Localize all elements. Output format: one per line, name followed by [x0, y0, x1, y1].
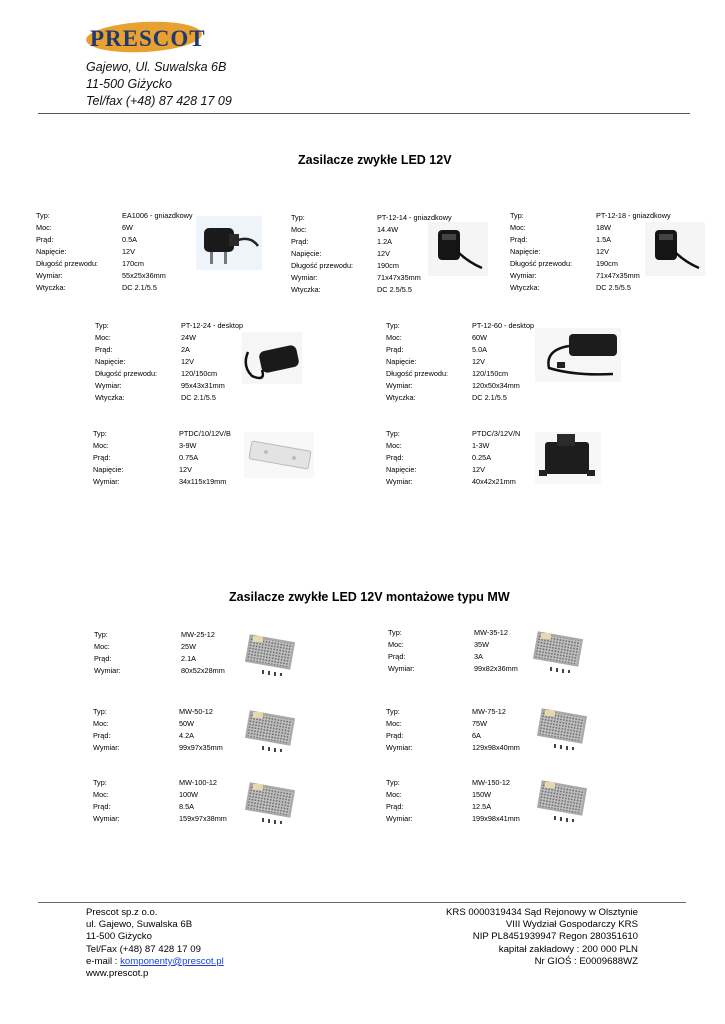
spec-value: MW-100-12: [179, 778, 217, 787]
spec-label: Typ:: [386, 707, 400, 716]
spec-label: Wymiar:: [93, 477, 120, 486]
address-line-3: Tel/fax (+48) 87 428 17 09: [86, 94, 232, 108]
spec-label: Wymiar:: [510, 271, 537, 280]
spec-value: 199x98x41mm: [472, 814, 520, 823]
spec-value: 18W: [596, 223, 612, 232]
spec-value: 120x50x34mm: [472, 381, 520, 390]
spec-label: Moc:: [386, 333, 402, 342]
spec-label: Prąd:: [388, 652, 406, 661]
spec-label: Typ:: [95, 321, 109, 330]
spec-label: Prąd:: [94, 654, 112, 663]
spec-value: 12V: [472, 357, 485, 366]
footer-krs: KRS 0000319434 Sąd Rejonowy w Olsztynie: [446, 907, 638, 918]
spec-label: Wymiar:: [93, 814, 120, 823]
address-line-1: Gajewo, Ul. Suwalska 6B: [86, 60, 227, 74]
spec-value: 1.5A: [596, 235, 612, 244]
spec-value: 12V: [472, 465, 485, 474]
spec-value: MW-150-12: [472, 778, 510, 787]
spec-label: Wtyczka:: [510, 283, 540, 292]
spec-value: 170cm: [122, 259, 144, 268]
spec-label: Typ:: [291, 213, 305, 222]
spec-label: Napięcie:: [36, 247, 67, 256]
footer-nip-regon: NIP PL8451939947 Regon 280351610: [472, 931, 638, 943]
spec-label: Prąd:: [93, 802, 111, 811]
spec-value: 40x42x21mm: [472, 477, 516, 486]
spec-value: 1-3W: [472, 441, 490, 450]
spec-value: 0.25A: [472, 453, 492, 462]
spec-value: MW-25-12: [181, 630, 215, 639]
spec-value: PT-12-14 - gniazdkowy: [377, 213, 452, 222]
spec-value: 3A: [474, 652, 483, 661]
spec-value: 2A: [181, 345, 190, 354]
spec-value: PT-12-24 - desktop: [181, 321, 244, 330]
spec-value: 99x97x35mm: [179, 743, 223, 752]
spec-label: Moc:: [386, 441, 402, 450]
spec-label: Prąd:: [93, 453, 111, 462]
header-divider: [38, 113, 690, 114]
spec-label: Prąd:: [36, 235, 54, 244]
potted-driver-photo-ptdc-3: [535, 432, 601, 484]
spec-label: Moc:: [93, 441, 109, 450]
spec-label: Wtyczka:: [36, 283, 66, 292]
spec-value: 80x52x28mm: [181, 666, 225, 675]
spec-label: Typ:: [510, 211, 524, 220]
wall-adapter-photo-ea1006: [196, 216, 262, 270]
spec-value: 129x98x40mm: [472, 743, 520, 752]
spec-value: 3-9W: [179, 441, 197, 450]
spec-label: Prąd:: [386, 802, 404, 811]
spec-value: MW-50-12: [179, 707, 213, 716]
spec-label: Prąd:: [386, 345, 404, 354]
spec-value: 34x115x19mm: [179, 477, 227, 486]
spec-label: Prąd:: [291, 237, 309, 246]
spec-value: 55x25x36mm: [122, 271, 166, 280]
spec-label: Typ:: [388, 628, 402, 637]
footer-legal-info: [446, 907, 638, 968]
spec-label: Moc:: [93, 719, 109, 728]
spec-label: Prąd:: [386, 731, 404, 740]
spec-value: 12V: [377, 249, 390, 258]
spec-value: 99x82x36mm: [474, 664, 518, 673]
wall-adapter-photo-pt-12-14: [428, 222, 488, 276]
spec-value: 0.75A: [179, 453, 199, 462]
desktop-adapter-photo-pt-12-24: [242, 332, 302, 384]
footer-capital: kapitał zakładowy : 200 000 PLN: [498, 943, 638, 955]
spec-label: Wtyczka:: [291, 285, 321, 294]
spec-value: 150W: [472, 790, 492, 799]
spec-label: Wtyczka:: [386, 393, 416, 402]
spec-value: 71x47x35mm: [377, 273, 421, 282]
footer-company-name: Prescot sp.z o.o.: [86, 907, 158, 918]
spec-value: 159x97x38mm: [179, 814, 227, 823]
spec-label: Wymiar:: [291, 273, 318, 282]
spec-value: 1.2A: [377, 237, 393, 246]
slim-driver-photo-ptdc-10: [244, 432, 314, 478]
spec-value: 0.5A: [122, 235, 138, 244]
spec-label: Długość przewodu:: [510, 259, 573, 268]
spec-value: 100W: [179, 790, 199, 799]
spec-value: 71x47x35mm: [596, 271, 640, 280]
address-line-2: 11-500 Giżycko: [86, 77, 172, 91]
spec-value: 4.2A: [179, 731, 195, 740]
spec-label: Wymiar:: [94, 666, 121, 675]
spec-label: Moc:: [94, 642, 110, 651]
spec-label: Napięcie:: [93, 465, 124, 474]
spec-label: Wymiar:: [386, 477, 413, 486]
spec-value: 120/150cm: [472, 369, 509, 378]
spec-label: Moc:: [386, 790, 402, 799]
desktop-adapter-photo-pt-12-60: [535, 328, 621, 382]
spec-label: Typ:: [36, 211, 50, 220]
spec-label: Napięcie:: [386, 357, 417, 366]
spec-label: Prąd:: [510, 235, 528, 244]
spec-value: PT-12-18 - gniazdkowy: [596, 211, 671, 220]
spec-label: Moc:: [291, 225, 307, 234]
spec-value: 5.0A: [472, 345, 488, 354]
spec-value: DC 2.1/5.5: [122, 283, 157, 292]
spec-value: PT-12-60 - desktop: [472, 321, 535, 330]
spec-value: MW-35-12: [474, 628, 508, 637]
spec-value: 25W: [181, 642, 197, 651]
mesh-psu-photo-mw-50: [243, 706, 299, 752]
spec-label: Typ:: [386, 778, 400, 787]
footer-street: ul. Gajewo, Suwalska 6B: [86, 919, 193, 931]
footer-city: 11-500 Giżycko: [86, 931, 152, 943]
mesh-psu-photo-mw-75: [535, 704, 591, 750]
spec-label: Typ:: [93, 778, 107, 787]
spec-label: Wymiar:: [95, 381, 122, 390]
spec-label: Moc:: [36, 223, 52, 232]
prescot-logo: [86, 20, 206, 54]
spec-value: 190cm: [596, 259, 618, 268]
spec-label: Wymiar:: [93, 743, 120, 752]
spec-label: Długość przewodu:: [36, 259, 99, 268]
footer-email-line: [86, 956, 224, 968]
spec-label: Długość przewodu:: [386, 369, 449, 378]
spec-label: Napięcie:: [291, 249, 322, 258]
spec-label: Wymiar:: [36, 271, 63, 280]
section-title-mw: Zasilacze zwykłe LED 12V montażowe typu MW: [229, 590, 510, 604]
spec-label: Moc:: [93, 790, 109, 799]
spec-value: 6A: [472, 731, 481, 740]
spec-label: Typ:: [386, 321, 400, 330]
spec-label: Napięcie:: [95, 357, 126, 366]
spec-label: Wymiar:: [386, 381, 413, 390]
spec-label: Długość przewodu:: [95, 369, 158, 378]
spec-value: DC 2.5/5.5: [596, 283, 631, 292]
spec-value: DC 2.5/5.5: [377, 285, 412, 294]
spec-value: 35W: [474, 640, 490, 649]
spec-value: 12V: [179, 465, 192, 474]
spec-value: 50W: [179, 719, 195, 728]
spec-label: Typ:: [93, 429, 107, 438]
spec-label: Typ:: [94, 630, 108, 639]
spec-value: EA1006 - gniazdkowy: [122, 211, 193, 220]
spec-value: PTDC/3/12V/N: [472, 429, 521, 438]
footer-court-division: VIII Wydział Gospodarczy KRS: [505, 919, 638, 931]
spec-value: 75W: [472, 719, 488, 728]
spec-value: 95x43x31mm: [181, 381, 225, 390]
spec-value: PTDC/10/12V/B: [179, 429, 231, 438]
spec-value: 12V: [181, 357, 194, 366]
mesh-psu-photo-mw-100: [243, 778, 299, 824]
spec-value: DC 2.1/5.5: [472, 393, 507, 402]
footer-divider: [38, 902, 686, 903]
spec-label: Napięcie:: [386, 465, 417, 474]
spec-value: 14.4W: [377, 225, 399, 234]
spec-value: 120/150cm: [181, 369, 218, 378]
mesh-psu-photo-mw-35: [531, 627, 587, 673]
spec-value: 8.5A: [179, 802, 195, 811]
spec-label: Wymiar:: [386, 814, 413, 823]
spec-value: 12V: [122, 247, 135, 256]
footer-email-label: e-mail :: [86, 955, 121, 967]
spec-label: Prąd:: [93, 731, 111, 740]
spec-label: Typ:: [93, 707, 107, 716]
spec-value: MW-75-12: [472, 707, 506, 716]
spec-label: Moc:: [95, 333, 111, 342]
footer-gios: Nr GIOŚ : E0009688WZ: [534, 955, 638, 967]
footer-phone: Tel/Fax (+48) 87 428 17 09: [86, 943, 201, 955]
wall-adapter-photo-pt-12-18: [645, 222, 705, 276]
mesh-psu-photo-mw-150: [535, 776, 591, 822]
spec-value: 12.5A: [472, 802, 492, 811]
spec-value: 12V: [596, 247, 609, 256]
spec-label: Moc:: [388, 640, 404, 649]
spec-label: Długość przewodu:: [291, 261, 354, 270]
spec-label: Wymiar:: [388, 664, 415, 673]
spec-label: Moc:: [386, 719, 402, 728]
spec-value: DC 2.1/5.5: [181, 393, 216, 402]
spec-label: Typ:: [386, 429, 400, 438]
logo-text: PRESCOT: [90, 26, 206, 51]
spec-value: 24W: [181, 333, 197, 342]
spec-value: 60W: [472, 333, 488, 342]
spec-label: Napięcie:: [510, 247, 541, 256]
spec-value: 6W: [122, 223, 133, 232]
spec-value: 190cm: [377, 261, 399, 270]
mesh-psu-photo-mw-25: [243, 630, 299, 676]
spec-value: 2.1A: [181, 654, 197, 663]
spec-label: Moc:: [510, 223, 526, 232]
footer-website: www.prescot.p: [86, 968, 149, 980]
spec-label: Wymiar:: [386, 743, 413, 752]
footer-company-info: [86, 907, 224, 980]
email-link[interactable]: komponenty@prescot.pl: [120, 955, 224, 967]
section-title-standard: Zasilacze zwykłe LED 12V: [298, 153, 452, 167]
spec-label: Prąd:: [95, 345, 113, 354]
spec-label: Wtyczka:: [95, 393, 125, 402]
spec-label: Prąd:: [386, 453, 404, 462]
